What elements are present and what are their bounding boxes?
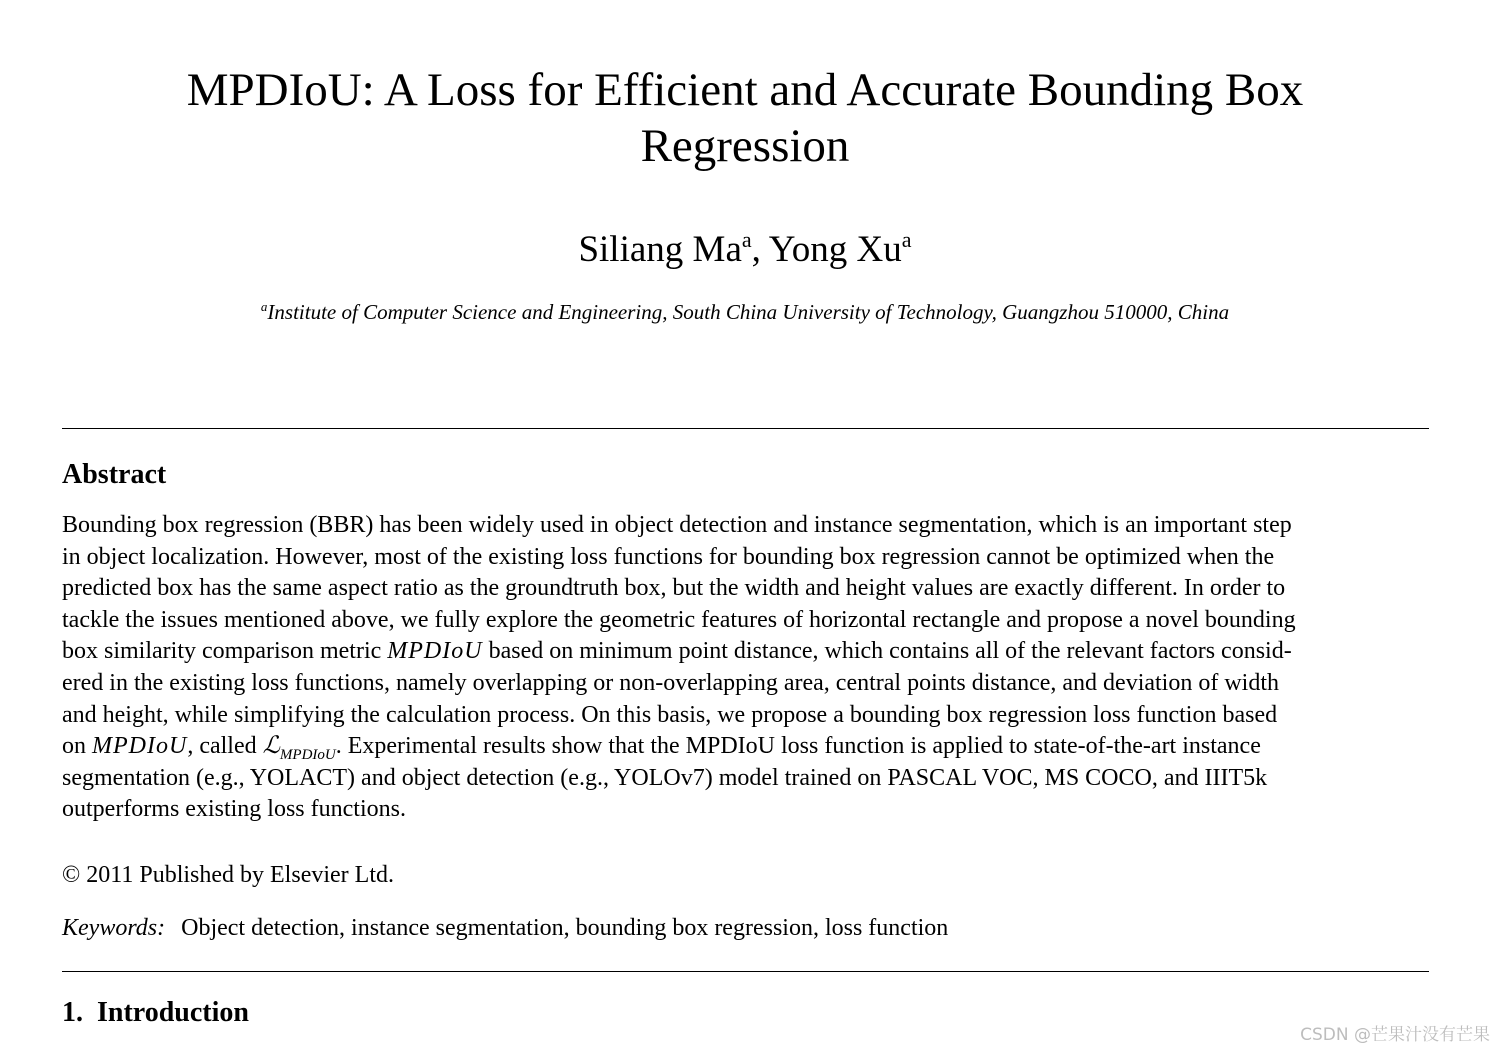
- abstract-line: [62, 731, 1432, 763]
- paper-title-line-1: MPDIoU: A Loss for Efficient and Accurate Bounding Box: [186, 64, 1304, 116]
- affiliation: [0, 298, 1490, 326]
- loss-subscript: MPDIoU: [279, 747, 336, 764]
- abstract-line: predicted box has the same aspect ratio as the groundtruth box, but the width and height values are exactly different. In order to: [62, 575, 1286, 602]
- abstract-line: ered in the existing loss functions, namely overlapping or non-overlapping area, central points distance, and deviation of width: [62, 669, 1280, 696]
- abstract-body: [62, 510, 1432, 826]
- abstract-line: and height, while simplifying the calculation process. On this basis, we propose a bounding box regression loss function based: [62, 701, 1278, 728]
- abstract-line: in object localization. However, most of the existing loss functions for bounding box regression cannot be optimized when the: [62, 543, 1275, 570]
- abstract-line: segmentation (e.g., YOLACT) and object detection (e.g., YOLOv7) model trained on PASCAL VOC, MS COCO, and IIIT5k: [62, 764, 1268, 791]
- author-separator: ,: [751, 229, 769, 270]
- abstract-text: box similarity comparison metric: [62, 638, 388, 665]
- keywords-text: Object detection, instance segmentation, bounding box regression, loss function: [181, 915, 949, 941]
- author-name: Siliang Ma: [578, 229, 742, 270]
- author-name: Yong Xu: [768, 229, 902, 270]
- section-heading: [62, 996, 249, 1030]
- section-number: 1.: [62, 997, 83, 1028]
- section-title: Introduction: [97, 997, 249, 1028]
- keywords: [62, 912, 948, 944]
- loss-symbol: ℒ: [262, 733, 280, 760]
- abstract-line: tackle the issues mentioned above, we fully explore the geometric features of horizontal rectangle and propose a novel bounding: [62, 606, 1296, 633]
- watermark: CSDN @芒果汁没有芒果: [1300, 1025, 1490, 1045]
- copyright-notice: © 2011 Published by Elsevier Ltd.: [62, 862, 394, 888]
- author-affiliation-marker: a: [741, 227, 752, 252]
- abstract-line: Bounding box regression (BBR) has been widely used in object detection and instance segmentation, which is an important step: [62, 512, 1292, 538]
- top-divider: [62, 428, 1429, 429]
- abstract-line: outperforms existing loss functions.: [62, 796, 406, 823]
- paper-title: [0, 62, 1490, 174]
- abstract-text: based on minimum point distance, which contains all of the relevant factors consid-: [482, 638, 1292, 665]
- keywords-label: Keywords:: [62, 915, 166, 941]
- author-affiliation-marker: a: [901, 227, 912, 252]
- abstract-text: . Experimental results show that the MPDIoU loss function is applied to state-of-the-art instance: [335, 733, 1261, 760]
- abstract-text: , called: [187, 733, 263, 760]
- math-mpdiou: MPDIoU: [92, 733, 188, 760]
- math-mpdiou: MPDIoU: [387, 638, 483, 665]
- abstract-heading: Abstract: [62, 459, 167, 490]
- abstract-line: [62, 636, 1432, 668]
- author-list: [0, 228, 1490, 272]
- abstract-text: on: [62, 733, 92, 760]
- affiliation-text: Institute of Computer Science and Engineering, South China University of Technology, Guangzhou 510000, China: [267, 300, 1230, 324]
- bottom-divider: [62, 971, 1429, 972]
- paper-title-line-2: Regression: [640, 120, 850, 172]
- affiliation-marker: a: [260, 299, 268, 314]
